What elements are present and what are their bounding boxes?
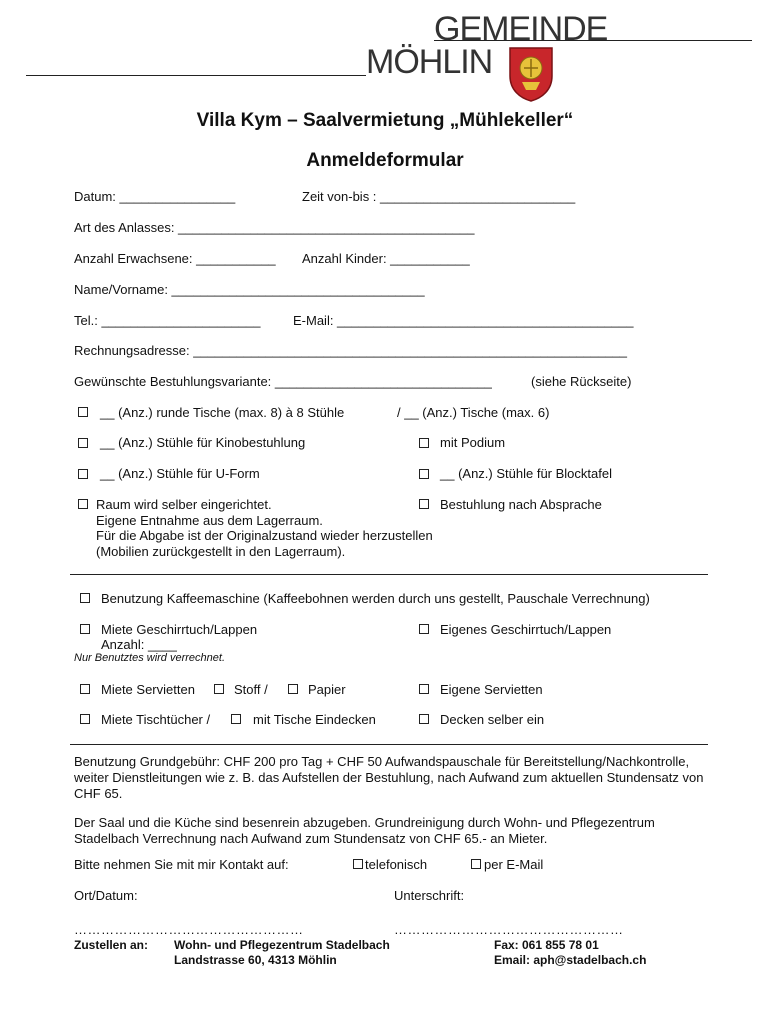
tische-label: / __ (Anz.) Tische (max. 6) [397,405,550,420]
uform-checkbox[interactable] [78,469,88,479]
decken-checkbox[interactable] [419,714,429,724]
ort-datum-line[interactable]: …………………………………………… [74,922,304,937]
datum-field[interactable]: Datum: ________________ [74,189,236,204]
runde-label: __ (Anz.) runde Tische (max. 8) à 8 Stühle [100,405,345,420]
block-checkbox[interactable] [419,469,429,479]
kaffee-label: Benutzung Kaffeemaschine (Kaffeebohnen werden durch uns gestellt, Pauschale Verrechnung) [101,591,650,606]
coat-of-arms-icon [508,46,554,102]
eindecken-label: mit Tische Eindecken [253,712,376,727]
per-email-label: per E-Mail [484,857,544,872]
block-label: __ (Anz.) Stühle für Blocktafel [440,466,612,481]
eigen-servietten-label: Eigene Servietten [440,682,543,697]
anlass-field[interactable]: Art des Anlasses: _________________________________________ [74,220,475,235]
raum-note-1: Eigene Entnahme aus dem Lagerraum. [96,513,323,528]
servietten-label: Miete Servietten [101,682,195,697]
erwachsene-field[interactable]: Anzahl Erwachsene: ___________ [74,251,276,266]
kinder-field[interactable]: Anzahl Kinder: ___________ [302,251,470,266]
telefonisch-checkbox[interactable] [353,859,363,869]
municipality-name-line2: MÖHLIN [366,43,493,81]
papier-label: Papier [308,682,346,697]
uform-label: __ (Anz.) Stühle für U-Form [100,466,260,481]
eigen-servietten-checkbox[interactable] [419,684,429,694]
kino-checkbox[interactable] [78,438,88,448]
anzahl-field[interactable]: Anzahl: ____ [101,637,177,652]
decken-label: Decken selber ein [440,712,545,727]
info-paragraph-cleaning: Der Saal und die Küche sind besenrein abzugeben. Grundreinigung durch Wohn- und Pflegezentrum Stadelbach Verrechnung nach Aufwand zum Stundensatz von CHF 65.- an Mieter. [74,815,655,846]
footer-address: Landstrasse 60, 4313 Möhlin [174,953,337,967]
section-divider-1 [70,574,708,575]
tischtuch-checkbox[interactable] [80,714,90,724]
footer-email: Email: aph@stadelbach.ch [494,953,647,967]
raum-note-2: Für die Abgabe ist der Originalzustand wieder herzustellen [96,528,433,543]
footer-fax: Fax: 061 855 78 01 [494,938,599,952]
kaffee-checkbox[interactable] [80,593,90,603]
absprache-checkbox[interactable] [419,499,429,509]
bestuhlung-note: (siehe Rückseite) [531,374,632,389]
unterschrift-label: Unterschrift: [394,888,465,903]
servietten-checkbox[interactable] [80,684,90,694]
per-email-checkbox[interactable] [471,859,481,869]
raum-label: Raum wird selber eingerichtet. [96,497,272,512]
footer-label: Zustellen an: [74,938,149,952]
kino-label: __ (Anz.) Stühle für Kinobestuhlung [100,435,306,450]
verrechnet-note: Nur Benutztes wird verrechnet. [74,652,226,664]
header-rule-bottom [26,75,366,76]
absprache-label: Bestuhlung nach Absprache [440,497,602,512]
rechnung-field[interactable]: Rechnungsadresse: ____________________________________________________________ [74,343,628,358]
eigen-geschirr-label: Eigenes Geschirrtuch/Lappen [440,622,612,637]
geschirr-checkbox[interactable] [80,624,90,634]
unterschrift-line[interactable]: …………………………………………… [394,922,624,937]
geschirr-label: Miete Geschirrtuch/Lappen [101,622,258,637]
papier-checkbox[interactable] [288,684,298,694]
tischtuch-label: Miete Tischtücher / [101,712,211,727]
name-field[interactable]: Name/Vorname: ___________________________________ [74,282,425,297]
stoff-checkbox[interactable] [214,684,224,694]
eindecken-checkbox[interactable] [231,714,241,724]
raum-checkbox[interactable] [78,499,88,509]
runde-checkbox[interactable] [78,407,88,417]
stoff-label: Stoff / [234,682,268,697]
page-title: Villa Kym – Saalvermietung „Mühlekeller“ [196,110,574,131]
kontakt-label: Bitte nehmen Sie mit mir Kontakt auf: [74,857,289,872]
raum-note-3: (Mobilien zurückgestellt in den Lagerraum). [96,544,346,559]
ort-datum-label: Ort/Datum: [74,888,138,903]
bestuhlung-field[interactable]: Gewünschte Bestuhlungsvariante: ______________________________ [74,374,492,389]
section-divider-2 [70,744,708,745]
zeit-field[interactable]: Zeit von-bis : ___________________________ [302,189,576,204]
email-field[interactable]: E-Mail: _________________________________________ [293,313,634,328]
info-paragraph-fees: Benutzung Grundgebühr: CHF 200 pro Tag + CHF 50 Aufwandspauschale für Bereitstellung/Nachkontrolle, weiter Dienstleitungen wie z. B. das Aufstellen der Bestuhlung, nach Aufwand zum aktuellen Stundensatz von CHF 65. [74,754,704,801]
podium-checkbox[interactable] [419,438,429,448]
eigen-geschirr-checkbox[interactable] [419,624,429,634]
page-subtitle: Anmeldeformular [306,150,464,171]
footer-org-name: Wohn- und Pflegezentrum Stadelbach [174,938,390,952]
telefonisch-label: telefonisch [365,857,428,872]
municipality-name-line1: GEMEINDE [434,10,608,48]
podium-label: mit Podium [440,435,506,450]
tel-field[interactable]: Tel.: ______________________ [74,313,261,328]
